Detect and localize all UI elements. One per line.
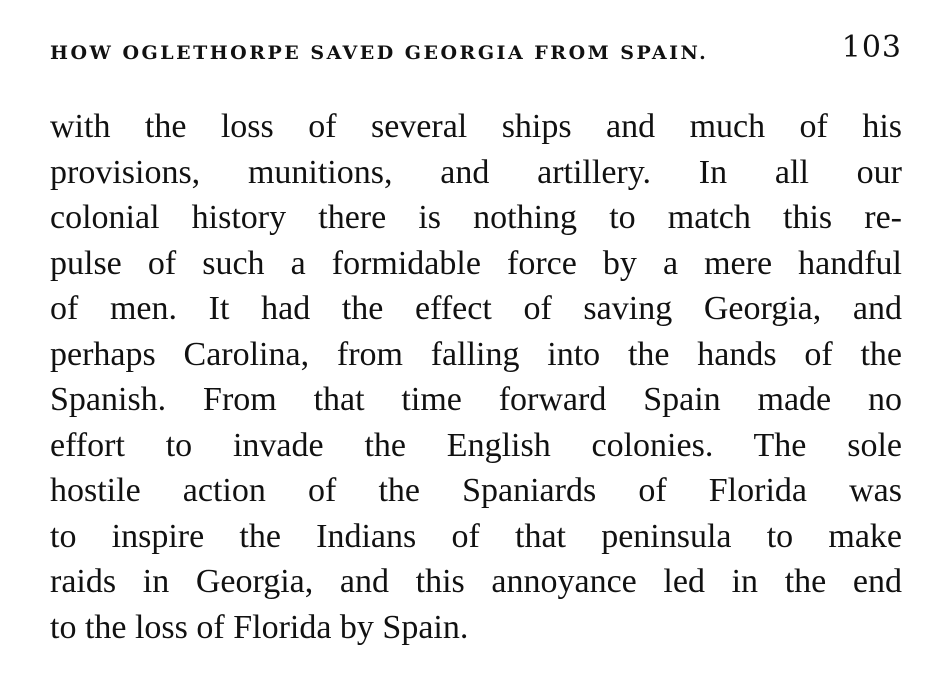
text-line: provisions, munitions, and artillery. In all our (50, 153, 902, 191)
text-line: colonial history there is nothing to match this re- (50, 199, 902, 236)
text-line: to the loss of Florida by Spain. (50, 608, 469, 646)
text-line: with the loss of several ships and much of his (50, 108, 902, 145)
text-line: pulse of such a formidable force by a mere handful (50, 244, 902, 282)
text-line: to inspire the Indians of that peninsula to make (50, 517, 902, 555)
page-header (50, 30, 902, 70)
body-paragraph (50, 104, 902, 650)
text-line: raids in Georgia, and this annoyance led in the end (50, 563, 902, 600)
text-line: effort to invade the English colonies. The sole (50, 426, 902, 464)
text-line: hostile action of the Spaniards of Florida was (50, 472, 902, 509)
page-number: 103 (841, 30, 902, 65)
text-line: Spanish. From that time forward Spain made no (50, 381, 902, 418)
text-line: of men. It had the effect of saving Georgia, and (50, 290, 902, 327)
text-line: perhaps Carolina, from falling into the hands of the (50, 335, 902, 373)
running-head: HOW OGLETHORPE SAVED GEORGIA FROM SPAIN. (50, 42, 709, 64)
